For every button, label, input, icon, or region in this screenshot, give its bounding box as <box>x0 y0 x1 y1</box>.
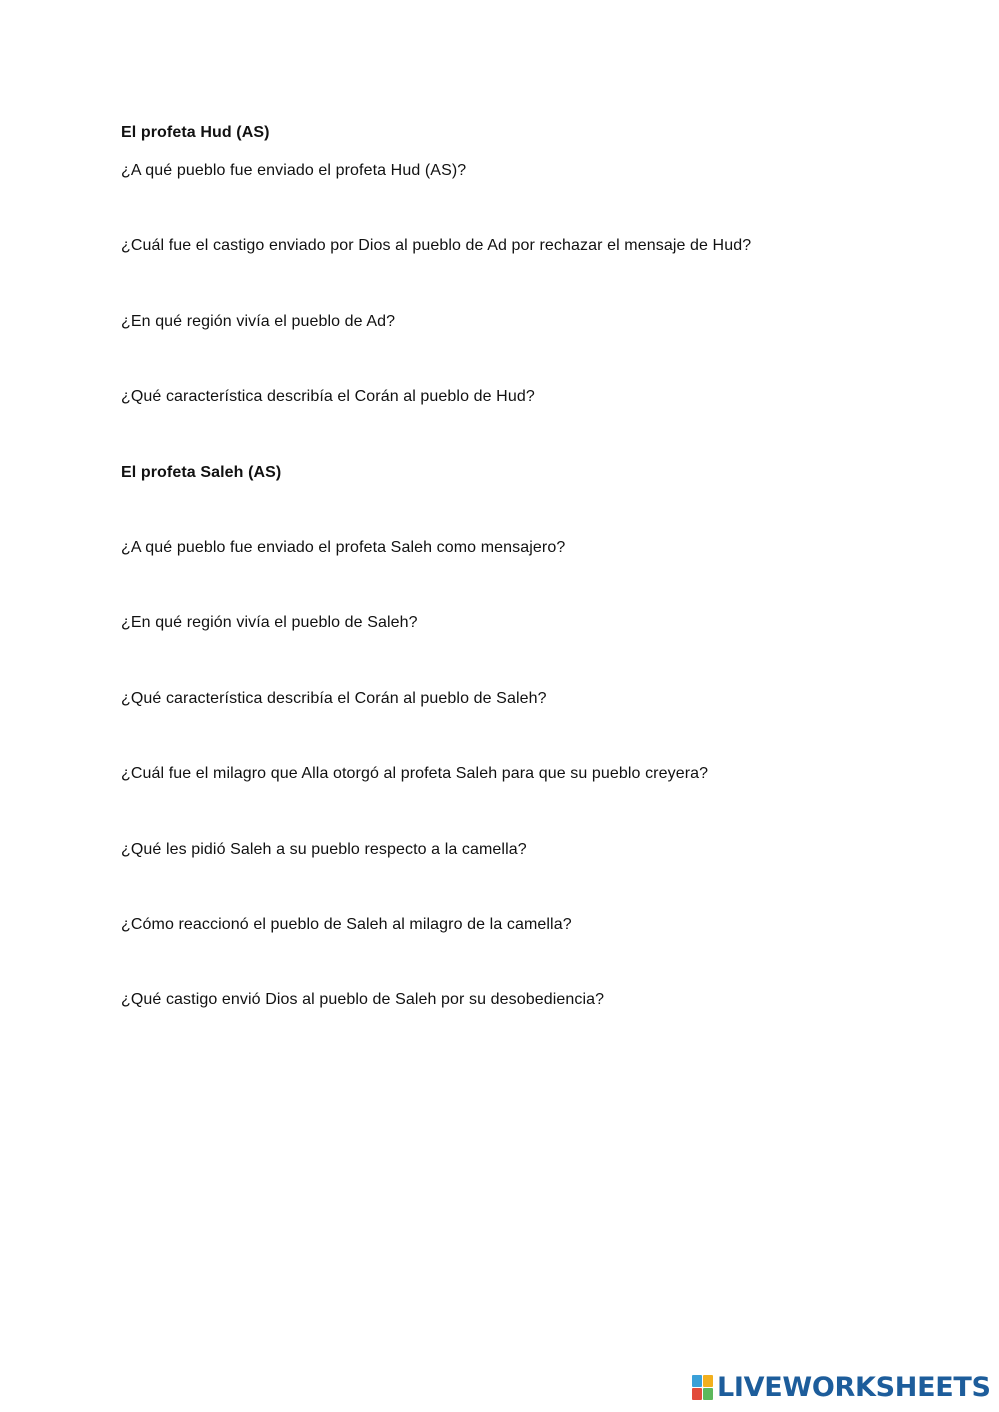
question-hud-1: ¿A qué pueblo fue enviado el profeta Hud (AS)? <box>121 162 467 179</box>
question-hud-2: ¿Cuál fue el castigo enviado por Dios al pueblo de Ad por rechazar el mensaje de Hud? <box>121 237 752 254</box>
answer-field-saleh-3[interactable] <box>121 713 771 741</box>
question-hud-4: ¿Qué característica describía el Corán al pueblo de Hud? <box>121 388 535 405</box>
question-saleh-2: ¿En qué región vivía el pueblo de Saleh? <box>121 614 418 631</box>
answer-field-hud-2[interactable] <box>121 260 771 288</box>
question-saleh-3: ¿Qué característica describía el Corán al pueblo de Saleh? <box>121 690 547 707</box>
section-title-saleh: El profeta Saleh (AS) <box>121 464 282 481</box>
answer-field-saleh-1[interactable] <box>121 562 771 590</box>
liveworksheets-logo-icon <box>692 1375 714 1401</box>
liveworksheets-logo <box>692 1373 991 1403</box>
question-saleh-7: ¿Qué castigo envió Dios al pueblo de Saleh por su desobediencia? <box>121 991 605 1008</box>
answer-field-hud-1[interactable] <box>121 185 771 213</box>
answer-field-hud-4[interactable] <box>121 411 771 439</box>
answer-field-hud-3[interactable] <box>121 336 771 364</box>
answer-field-saleh-4[interactable] <box>121 788 771 816</box>
answer-field-saleh-5[interactable] <box>121 864 771 892</box>
section-title-hud: El profeta Hud (AS) <box>121 124 270 141</box>
question-saleh-6: ¿Cómo reaccionó el pueblo de Saleh al milagro de la camella? <box>121 916 572 933</box>
answer-field-saleh-7[interactable] <box>121 1014 771 1042</box>
question-saleh-4: ¿Cuál fue el milagro que Alla otorgó al profeta Saleh para que su pueblo creyera? <box>121 765 709 782</box>
question-saleh-5: ¿Qué les pidió Saleh a su pueblo respecto a la camella? <box>121 841 527 858</box>
logo-text: LIVEWORKSHEETS <box>717 1372 991 1403</box>
question-hud-3: ¿En qué región vivía el pueblo de Ad? <box>121 313 396 330</box>
answer-field-saleh-6[interactable] <box>121 939 771 967</box>
question-saleh-1: ¿A qué pueblo fue enviado el profeta Saleh como mensajero? <box>121 539 566 556</box>
answer-field-saleh-2[interactable] <box>121 637 771 665</box>
